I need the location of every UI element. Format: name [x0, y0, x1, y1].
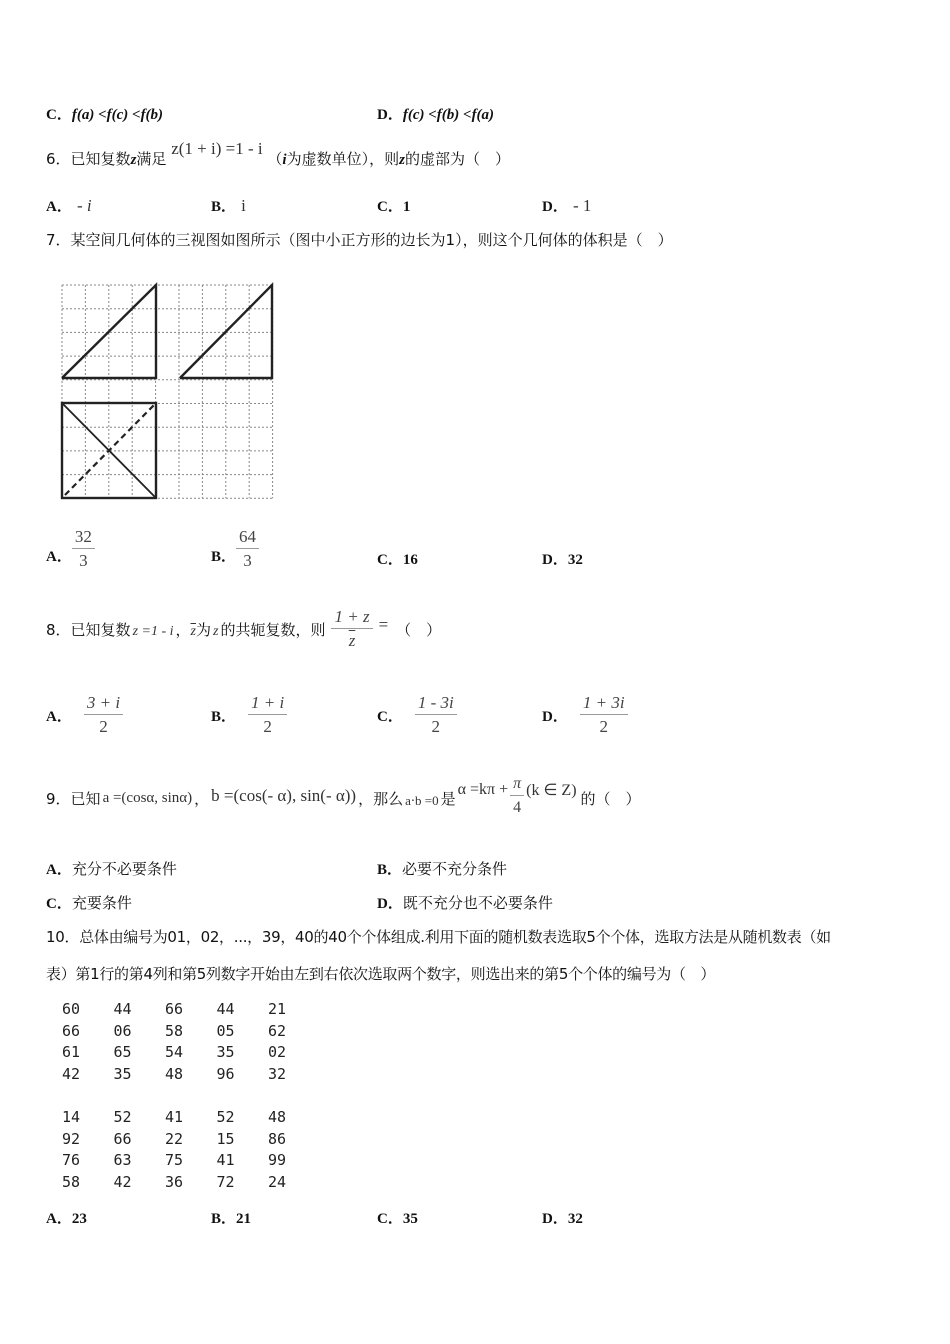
option-label: A． [46, 549, 72, 565]
fraction [72, 527, 95, 571]
stem-text: 已知复数 [70, 620, 131, 639]
numerator: 1 + 3i [580, 693, 628, 715]
table-cell: 52 [216, 1108, 235, 1126]
stem-text: 已知复数 [70, 150, 131, 168]
option-label: C． [46, 896, 72, 912]
table-cell: 63 [113, 1151, 132, 1170]
q10-option-c [377, 1207, 418, 1228]
numerator: 32 [72, 527, 95, 549]
denominator: 2 [599, 717, 608, 736]
table-cell: 06 [113, 1021, 132, 1040]
option-label: C． [377, 708, 403, 725]
q10-option-b [211, 1207, 251, 1228]
question-7-stem [46, 229, 673, 250]
q7-option-a [46, 521, 95, 571]
question-number: 7． [46, 231, 71, 249]
variable: z [130, 152, 137, 168]
option-label: C． [377, 199, 403, 215]
table-cell: 32 [268, 1065, 287, 1084]
equation: z =1 - i [132, 624, 174, 639]
variable: z [213, 624, 219, 639]
top-view-dashed-diagonal [65, 403, 156, 495]
table-cell: 96 [216, 1065, 235, 1084]
table-cell: 58 [165, 1021, 184, 1040]
option-label: B． [211, 199, 237, 215]
option-text: f(a) <f(c) <f(b) [71, 107, 164, 123]
random-number-table-block-1 [62, 1000, 302, 1090]
fraction [415, 693, 457, 737]
q9-option-d [377, 892, 553, 913]
table-cell: 21 [268, 1000, 287, 1018]
table-cell: 22 [165, 1129, 184, 1148]
option-text: - 1 [572, 196, 592, 215]
stem-text: 表）第1行的第4列和第5列数字开始由左到右依次选取两个数字，则选出来的第5个个体的编号为（ ） [46, 965, 716, 983]
q10-option-d [542, 1207, 583, 1228]
q9-option-a [46, 858, 177, 879]
denominator: 2 [99, 717, 108, 736]
table-cell: 92 [62, 1129, 81, 1148]
stem-text: ， [175, 620, 191, 639]
numerator: 1 - 3i [415, 693, 457, 715]
option-label: D． [377, 896, 403, 912]
table-cell: 05 [216, 1021, 235, 1040]
option-text: 既不充分也不必要条件 [402, 894, 553, 912]
option-text: 32 [567, 1211, 583, 1227]
denominator: 4 [513, 799, 522, 816]
table-cell: 61 [62, 1043, 81, 1062]
option-label: C． [46, 107, 72, 123]
table-cell: 66 [113, 1129, 132, 1148]
variable: i [282, 152, 287, 168]
fraction [84, 693, 123, 737]
table-cell: 02 [268, 1043, 287, 1062]
denominator: 3 [243, 551, 252, 570]
table-cell: 41 [165, 1108, 184, 1126]
conjugate-z: $\overline{z}$ [190, 624, 196, 639]
stem-text: 总体由编号为01，02，...，39，40的40个个体组成.利用下面的随机数表选取5个个体，选取方法是从随机数表（如 [79, 928, 831, 946]
q8-option-d [542, 690, 628, 740]
option-text: 35 [402, 1211, 418, 1227]
table-cell: 24 [268, 1173, 287, 1192]
stem-text: 已知 [70, 789, 101, 808]
q8-option-c [377, 690, 457, 740]
q6-option-b [211, 195, 246, 216]
q7-option-b [211, 521, 259, 571]
question-number: 8． [46, 620, 71, 639]
fraction [331, 607, 372, 651]
option-label: A． [46, 862, 72, 878]
q6-option-c [377, 195, 410, 216]
option-label: A． [46, 708, 72, 725]
q9-option-c [46, 892, 132, 913]
numerator: 3 + i [84, 693, 123, 715]
stem-text: （ ） [396, 620, 442, 639]
stem-text: 满足 [136, 150, 167, 168]
vector-a: a =(cosα, sinα) [102, 789, 193, 806]
q6-option-a [46, 195, 92, 216]
fraction [248, 693, 287, 737]
fraction [580, 693, 628, 737]
option-text: 32 [567, 552, 583, 568]
option-label: D． [542, 708, 568, 725]
stem-text: 的共轭复数，则 [220, 620, 326, 639]
numerator: 1 + i [248, 693, 287, 715]
table-cell: 72 [216, 1173, 235, 1192]
table-cell: 42 [113, 1173, 132, 1192]
option-label: B． [211, 549, 237, 565]
table-cell: 75 [165, 1151, 184, 1170]
stem-text: 是 [440, 789, 456, 808]
equals-sign: = [378, 615, 389, 634]
q10-option-a [46, 1207, 87, 1228]
question-9-stem [46, 774, 641, 822]
numerator: 64 [236, 527, 259, 549]
table-cell: 54 [165, 1043, 184, 1062]
option-label: B． [211, 708, 237, 725]
option-text: 必要不充分条件 [402, 860, 508, 878]
three-view-figure [55, 276, 280, 508]
question-10-stem-line1 [46, 926, 831, 947]
question-8-stem [46, 604, 441, 654]
table-cell: 60 [62, 1000, 81, 1018]
table-cell: 52 [113, 1108, 132, 1126]
stem-text: 为 [195, 620, 211, 639]
table-cell: 42 [62, 1065, 81, 1084]
table-cell: 86 [268, 1129, 287, 1148]
vector-b: b =(cos(- α), sin(- α)) [211, 786, 357, 805]
numerator: π [510, 774, 524, 796]
question-number: 9． [46, 789, 71, 808]
option-text: 1 [402, 199, 411, 215]
denominator: z [348, 631, 356, 650]
table-cell: 41 [216, 1151, 235, 1170]
option-label: A． [46, 199, 72, 215]
q9-option-b [377, 858, 507, 879]
stem-text: 的（ ） [580, 789, 641, 808]
q8-option-b [211, 690, 287, 740]
table-cell: 65 [113, 1043, 132, 1062]
question-number: 6． [46, 150, 71, 168]
question-10-stem-line2 [46, 963, 715, 984]
table-cell: 66 [165, 1000, 184, 1018]
variable: z [399, 152, 405, 168]
option-text: 充分不必要条件 [71, 860, 177, 878]
table-cell: 44 [216, 1000, 235, 1018]
stem-text: （ [267, 150, 283, 168]
denominator: 2 [263, 717, 272, 736]
option-label: D． [542, 1211, 568, 1227]
denominator: 3 [79, 551, 88, 570]
table-cell: 35 [216, 1043, 235, 1062]
table-cell: 48 [165, 1065, 184, 1084]
option-text: 充要条件 [71, 894, 132, 912]
option-label: D． [542, 199, 568, 215]
option-text: 21 [236, 1211, 252, 1227]
table-cell: 15 [216, 1129, 235, 1148]
q7-option-d [542, 548, 583, 569]
q5-option-c [46, 103, 163, 124]
option-text: 23 [71, 1211, 87, 1227]
numerator: 1 + z [331, 607, 372, 629]
stem-text: 某空间几何体的三视图如图所示（图中小正方形的边长为1），则这个几何体的体积是（ ） [70, 231, 673, 249]
table-cell: 76 [62, 1151, 81, 1170]
equation: z(1 + i) =1 - i [171, 139, 263, 158]
option-label: B． [211, 1211, 237, 1227]
table-cell: 14 [62, 1108, 81, 1126]
option-text: i [241, 196, 246, 215]
table-cell: 35 [113, 1065, 132, 1084]
random-number-table-block-2 [62, 1108, 302, 1198]
option-text: - i [76, 196, 92, 215]
option-label: C． [377, 552, 403, 568]
q6-option-d [542, 195, 591, 216]
option-text: 16 [402, 552, 418, 568]
condition: α =kπ + [457, 781, 509, 798]
option-label: D． [542, 552, 568, 568]
option-label: C． [377, 1211, 403, 1227]
question-6-stem [46, 139, 510, 169]
fraction [510, 774, 524, 818]
table-cell: 66 [62, 1021, 81, 1040]
dot-product: a⋅b =0 [405, 793, 439, 808]
option-label: B． [377, 862, 403, 878]
table-cell: 99 [268, 1151, 287, 1170]
stem-text: ， [194, 789, 210, 808]
stem-text: 为虚数单位），则 [286, 150, 400, 168]
question-number: 10． [46, 928, 80, 946]
option-label: D． [377, 107, 403, 123]
table-cell: 36 [165, 1173, 184, 1192]
q5-option-d [377, 103, 494, 124]
option-text: f(c) <f(b) <f(a) [402, 107, 495, 123]
stem-text: 的虚部为（ ） [404, 150, 510, 168]
table-cell: 62 [268, 1021, 287, 1040]
condition: (k ∈ Z) [526, 782, 577, 799]
stem-text: ，那么 [358, 789, 404, 808]
denominator: 2 [431, 717, 441, 736]
table-cell: 58 [62, 1173, 81, 1192]
table-cell: 48 [268, 1108, 287, 1126]
q7-option-c [377, 548, 418, 569]
option-label: A． [46, 1211, 72, 1227]
fraction [236, 527, 259, 571]
q8-option-a [46, 690, 123, 740]
table-cell: 44 [113, 1000, 132, 1018]
